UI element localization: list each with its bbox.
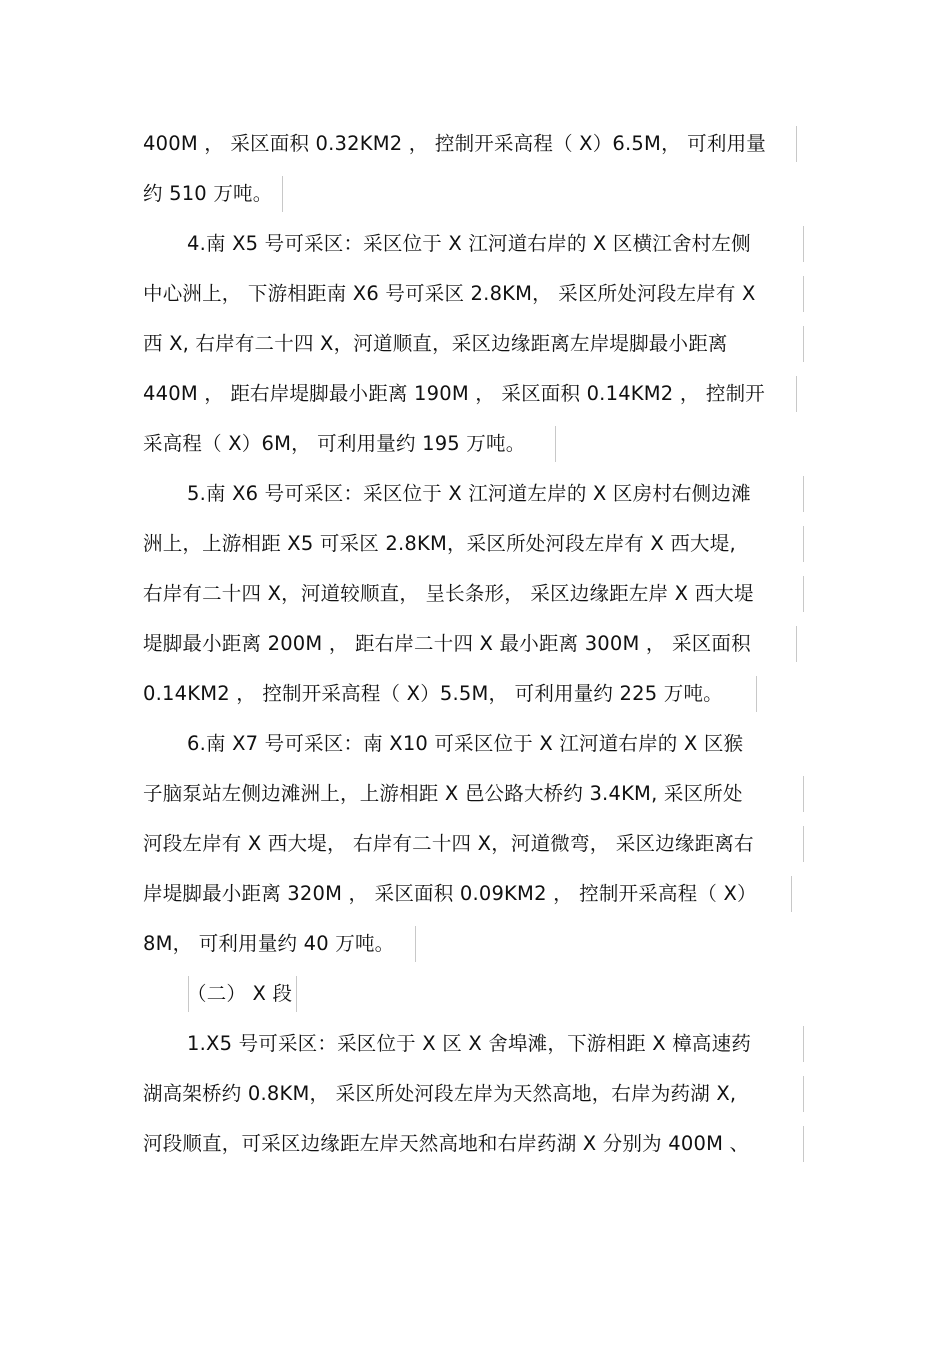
text-line-2: 约 510 万吨。 xyxy=(143,182,273,205)
line-end-rule xyxy=(803,1026,804,1062)
line-end-rule xyxy=(803,1126,804,1162)
line-end-rule xyxy=(803,226,804,262)
text-line-1: 400M ， 采区面积 0.32KM2 ， 控制开采高程（ X）6.5M， 可利用量 xyxy=(143,132,766,155)
line-end-rule xyxy=(803,326,804,362)
line-end-rule xyxy=(803,526,804,562)
text-line-4: 中心洲上， 下游相距南 X6 号可采区 2.8KM， 采区所处河段左岸有 X xyxy=(143,282,756,305)
line-end-rule xyxy=(803,776,804,812)
text-line-19: 1.X5 号可采区：采区位于 X 区 X 舍埠滩，下游相距 X 樟高速药 xyxy=(187,1032,752,1055)
text-line-5: 西 X, 右岸有二十四 X，河道顺直，采区边缘距离左岸堤脚最小距离 xyxy=(143,332,728,355)
text-line-13: 6.南 X7 号可采区：南 X10 可采区位于 X 江河道右岸的 X 区猴 xyxy=(187,732,744,755)
line-end-rule xyxy=(803,276,804,312)
text-line-10: 右岸有二十四 X，河道较顺直， 呈长条形， 采区边缘距左岸 X 西大堤 xyxy=(143,582,754,605)
line-end-rule xyxy=(796,376,797,412)
line-end-rule xyxy=(796,126,797,162)
line-end-rule xyxy=(415,926,416,962)
line-end-rule xyxy=(756,676,757,712)
text-line-21: 河段顺直，可采区边缘距左岸天然高地和右岸药湖 X 分别为 400M 、 xyxy=(143,1132,750,1155)
line-end-rule xyxy=(282,176,283,212)
section-heading: （二） X 段 xyxy=(187,982,293,1005)
line-end-rule xyxy=(555,426,556,462)
line-end-rule xyxy=(796,626,797,662)
line-end-rule xyxy=(791,876,792,912)
text-line-14: 子脑泵站左侧边滩洲上，上游相距 X 邑公路大桥约 3.4KM, 采区所处 xyxy=(143,782,743,805)
text-line-11: 堤脚最小距离 200M ， 距右岸二十四 X 最小距离 300M ， 采区面积 xyxy=(143,632,751,655)
line-end-rule xyxy=(803,826,804,862)
text-line-8: 5.南 X6 号可采区：采区位于 X 江河道左岸的 X 区房村右侧边滩 xyxy=(187,482,751,505)
text-line-3: 4.南 X5 号可采区：采区位于 X 江河道右岸的 X 区横江舍村左侧 xyxy=(187,232,751,255)
line-end-rule xyxy=(803,576,804,612)
text-line-6: 440M ， 距右岸堤脚最小距离 190M ， 采区面积 0.14KM2 ， 控制开 xyxy=(143,382,766,405)
text-line-16: 岸堤脚最小距离 320M ， 采区面积 0.09KM2 ， 控制开采高程（ X） xyxy=(143,882,757,905)
text-line-17: 8M， 可利用量约 40 万吨。 xyxy=(143,932,395,955)
line-end-rule xyxy=(296,976,297,1012)
text-line-15: 河段左岸有 X 西大堤， 右岸有二十四 X，河道微弯， 采区边缘距离右 xyxy=(143,832,754,855)
text-line-7: 采高程（ X）6M， 可利用量约 195 万吨。 xyxy=(143,432,526,455)
text-line-20: 湖高架桥约 0.8KM， 采区所处河段左岸为天然高地，右岸为药湖 X, xyxy=(143,1082,737,1105)
line-end-rule xyxy=(803,476,804,512)
text-line-9: 洲上，上游相距 X5 可采区 2.8KM，采区所处河段左岸有 X 西大堤, xyxy=(143,532,736,555)
line-end-rule xyxy=(803,1076,804,1112)
text-line-12: 0.14KM2 ， 控制开采高程（ X）5.5M， 可利用量约 225 万吨。 xyxy=(143,682,723,705)
